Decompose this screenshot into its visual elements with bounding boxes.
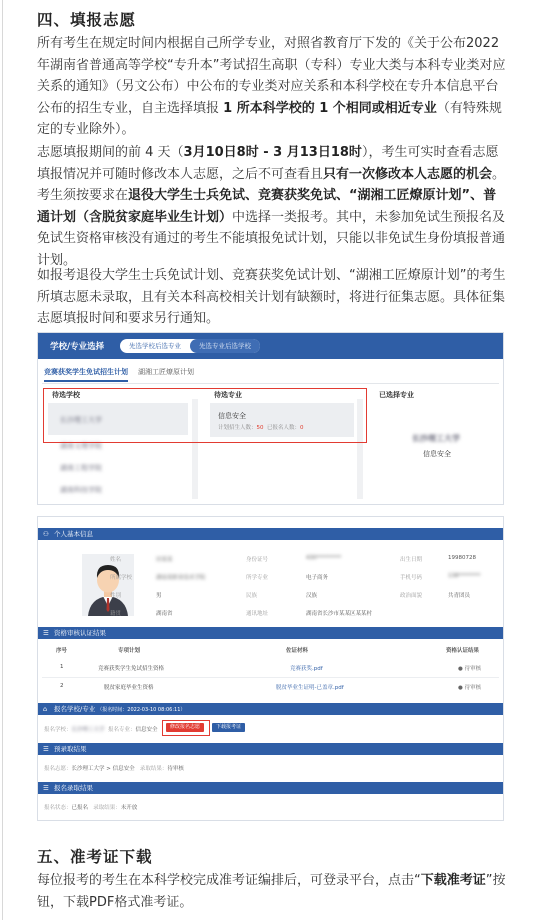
p2-dates: 3月10日8时 - 3 月13日18时 xyxy=(183,145,362,160)
pre-status-label: 录取结果： xyxy=(139,766,168,772)
bar-apply xyxy=(38,703,503,715)
apply-major-label: 报名专业： xyxy=(108,727,136,733)
school-name: 长沙理工大学 xyxy=(60,416,102,424)
final-value: 已报名 xyxy=(71,805,89,811)
applied-label: 已报名人数： xyxy=(267,425,301,431)
address-label: 通讯地址 xyxy=(246,611,269,617)
row-material-link[interactable]: 竞赛获奖.pdf xyxy=(290,666,323,672)
political-value: 共青团员 xyxy=(448,593,471,599)
bar-personal-info xyxy=(38,528,503,540)
highlight-box xyxy=(162,720,210,736)
p5-text-c: ”按钮，下载PDF格式准考证。 xyxy=(37,873,506,910)
bar-personal-title: 个人基本信息 xyxy=(54,530,93,538)
phone-label: 手机号码 xyxy=(400,575,423,581)
divider xyxy=(42,383,499,384)
final-status-value: 未开放 xyxy=(120,805,138,811)
p1-text-a: 所有考生在规定时间内根据自己所学专业，对照省教育厅下发的《关于公布2022 年湖南省普通高等学校“专升本”考试招生高职（专科）专业大类与本科专业类对应关系的通知》（另文公布）中公布的专业类对应关系和本科学校在专升本信息平台公布的招生专业，自主选择填报 xyxy=(37,36,506,116)
school-item[interactable]: 湖南工程学院 xyxy=(60,464,102,472)
bar-review-title: 资格审核认证结果 xyxy=(54,629,106,637)
school-major-selection-screenshot xyxy=(37,332,504,505)
pre-row xyxy=(44,764,184,772)
apply-major-value: 信息安全 xyxy=(135,727,158,733)
chosen-school: 长沙理工大学 xyxy=(412,434,460,443)
applicant-info-screenshot xyxy=(37,516,504,821)
school-item[interactable]: 湖南文理学院 xyxy=(60,442,102,450)
apply-school-label: 报名学校： xyxy=(44,727,72,733)
download-admission-button[interactable]: 下载报考证 xyxy=(212,723,245,732)
th-no: 序号 xyxy=(56,648,68,654)
address-value: 湖南省长沙市某某区某某村 xyxy=(306,611,373,617)
tab-school-first[interactable]: 先选学校后选专业 xyxy=(129,342,181,350)
birth-label: 出生日期 xyxy=(400,557,423,563)
origin-label: 籍贯 xyxy=(110,611,122,617)
final-status-label: 录取结果： xyxy=(93,805,121,811)
id-value: 430********* xyxy=(306,555,342,561)
apply-time: （报名时间：2022-03-10 08:06:11） xyxy=(97,707,186,713)
subtab-competition[interactable]: 竞赛获奖学生免试招生计划 xyxy=(44,367,128,382)
school-item[interactable]: 湖南科技学院 xyxy=(60,486,102,494)
final-row xyxy=(44,803,137,811)
bar-pre-title: 预录取结果 xyxy=(54,745,87,753)
p1-bold: 1 所本科学校的 1 个相同或相近专业 xyxy=(223,100,437,116)
col-head-majors: 待选专业 xyxy=(214,391,242,399)
list-icon: ☰ xyxy=(43,745,49,753)
gender-value: 男 xyxy=(156,593,162,599)
col-head-schools: 待选学校 xyxy=(52,391,80,399)
paragraph-5 xyxy=(37,870,507,913)
th-plan: 专项计划 xyxy=(118,648,141,654)
p2-bold-e: 退役大学生士兵免试、竞赛获奖免试、“湖湘工匠燎原计划”、普通计划（含脱贫家庭毕业生计划） xyxy=(37,188,497,225)
divider xyxy=(42,677,499,678)
selection-mode-tabs xyxy=(120,339,260,353)
gender-label: 性别 xyxy=(110,593,122,599)
bar-apply-title: 报名学校/专业 xyxy=(54,705,96,713)
p5-bold: 下载准考证 xyxy=(420,873,486,888)
paragraph-3: 如报考退役大学生士兵免试计划、竞赛获奖免试计划、“湖湘工匠燎原计划”的考生所填志愿未录取，且有关本科高校相关计划有缺额时，将进行征集志愿。具体征集志愿填报时间和要求另行通知。 xyxy=(37,268,506,326)
nation-label: 民族 xyxy=(246,593,258,599)
list-icon: ☰ xyxy=(43,629,49,637)
final-label: 报名状态： xyxy=(44,805,72,811)
p1-text-c: （有特殊规定的专业除外）。 xyxy=(37,100,502,137)
row-status: ● 待审核 xyxy=(458,685,482,691)
modify-application-button[interactable]: 修改报名志愿 xyxy=(166,723,204,732)
col-head-chosen: 已选择专业 xyxy=(379,391,414,399)
school-label: 所属学校 xyxy=(110,575,133,581)
p2-text-a: 志愿填报期间的前 4 天（ xyxy=(37,145,184,160)
row-status-text: 待审核 xyxy=(464,685,482,691)
row-plan: 脱贫家庭毕业生资格 xyxy=(104,685,154,691)
plan-label: 计划招生人数： xyxy=(218,425,257,431)
id-label: 身份证号 xyxy=(246,557,269,563)
apply-school-value: 长沙理工大学 xyxy=(71,727,105,733)
subtab-craftsman[interactable]: 湖湘工匠燎原计划 xyxy=(138,368,194,376)
paragraph-2 xyxy=(37,142,507,271)
row-status: ● 待审核 xyxy=(458,666,482,672)
row-material-link[interactable]: 脱贫毕业生证明-已盖章.pdf xyxy=(276,685,344,691)
school-value: 湖南某职业技术学院 xyxy=(156,575,206,581)
row-status-text: 待审核 xyxy=(464,666,482,672)
row-no: 2 xyxy=(60,683,64,689)
bar-final-title: 报名录取结果 xyxy=(54,784,93,792)
political-label: 政治面貌 xyxy=(400,593,423,599)
left-border xyxy=(2,0,3,920)
section-5-title: 五、准考证下载 xyxy=(37,848,153,866)
list-icon: ☰ xyxy=(43,784,49,792)
tab-major-first[interactable]: 先选专业后选学校 xyxy=(190,339,260,353)
major-label: 所学专业 xyxy=(246,575,269,581)
p2-bold-c: 只有一次修改本人志愿的机会 xyxy=(323,166,493,182)
th-material: 佐证材料 xyxy=(286,648,309,654)
bar-review xyxy=(38,627,503,639)
major-value: 电子商务 xyxy=(306,575,329,581)
plan-subtabs xyxy=(44,367,194,382)
paragraph-1 xyxy=(37,33,507,141)
bar-final-admission xyxy=(38,782,503,794)
p5-text-a: 每位报考的考生在本科学校完成准考证编排后，可登录平台，点击“ xyxy=(37,873,421,888)
p2-text-b: ），考生可实时查看志愿填报情况并可随时修改本人志愿，之后不可查看且 xyxy=(37,145,499,182)
table-header xyxy=(38,646,503,658)
selection-header xyxy=(38,333,503,359)
th-status: 资格认证结果 xyxy=(446,648,480,654)
section-4-title: 四、填报志愿 xyxy=(37,11,137,29)
birth-value: 19980728 xyxy=(448,555,476,561)
applied-value: 0 xyxy=(300,425,304,431)
pre-label: 报名志愿： xyxy=(44,766,72,772)
highlight-box xyxy=(43,388,367,443)
user-icon: ⚇ xyxy=(43,530,49,538)
phone-value: 138******** xyxy=(448,573,481,579)
major-name: 信息安全 xyxy=(218,412,246,420)
apply-row xyxy=(44,725,158,733)
home-icon: ⌂ xyxy=(43,705,48,713)
name-value: 田某某 xyxy=(156,557,173,563)
p2-text-d: 。考生须按要求在 xyxy=(37,166,506,203)
avatar-figure xyxy=(82,554,134,616)
p2-text-f: 中选择一类报考。其中，未参加免试生预报名及免试生资格审核没有通过的考生不能填报免试计划，只能以非免试生身份填报普通计划。 xyxy=(37,209,506,268)
pre-status-value: 待审核 xyxy=(167,766,184,772)
name-row xyxy=(110,555,121,563)
selection-title: 学校/专业选择 xyxy=(50,342,105,352)
name-label: 姓名 xyxy=(110,557,122,563)
pre-value: 长沙理工大学 > 信息安全 xyxy=(71,766,135,772)
chosen-major: 信息安全 xyxy=(423,450,451,458)
nation-value: 汉族 xyxy=(306,593,318,599)
row-plan: 竞赛获奖学生免试招生资格 xyxy=(98,666,165,672)
origin-value: 湖南省 xyxy=(156,611,173,617)
avatar xyxy=(82,554,134,616)
plan-value: 50 xyxy=(256,425,264,431)
bar-pre-admission xyxy=(38,743,503,755)
row-no: 1 xyxy=(60,664,64,670)
